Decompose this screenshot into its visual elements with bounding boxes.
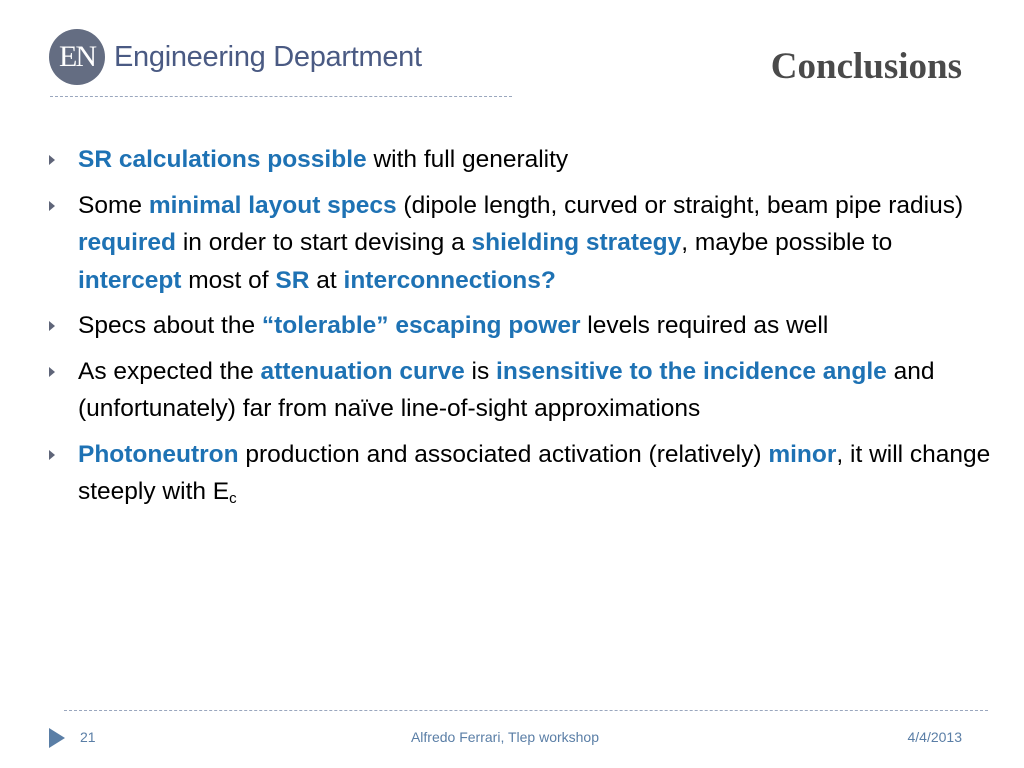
bullet-text: most of: [181, 266, 276, 294]
highlight-text: Photoneutron: [78, 440, 239, 468]
slide-title: Conclusions: [770, 46, 962, 87]
bullet-item: [46, 307, 996, 345]
page-number: 21: [80, 729, 96, 745]
bullet-item: [46, 436, 996, 511]
highlight-text: minor: [768, 440, 837, 468]
bullet-arrow-icon: [49, 321, 55, 331]
bullet-item: [46, 187, 996, 300]
header-divider: [50, 96, 512, 97]
highlight-text: insensitive to the incidence angle: [496, 357, 887, 385]
bullet-text: , maybe possible to: [681, 229, 893, 256]
logo: [49, 29, 422, 85]
highlight-text: shielding strategy: [471, 229, 682, 256]
footer-divider: [64, 710, 988, 711]
bullet-text: is: [464, 357, 497, 385]
bullet-text: production and associated activation (relatively): [238, 440, 769, 468]
highlight-text: minimal layout specs: [148, 191, 397, 219]
bullet-item: [46, 353, 996, 428]
highlight-text: attenuation curve: [260, 357, 465, 385]
highlight-text: interconnections?: [343, 266, 556, 294]
bullet-arrow-icon: [49, 155, 55, 165]
bullet-text: in order to start devising a: [176, 229, 472, 256]
bullet-arrow-icon: [49, 450, 55, 460]
department-name: Engineering Department: [114, 40, 422, 73]
bullet-list: [46, 141, 996, 519]
bullet-arrow-icon: [49, 367, 55, 377]
bullet-item: [46, 141, 996, 179]
footer-author: Alfredo Ferrari, Tlep workshop: [410, 729, 600, 745]
logo-mark: EN: [49, 29, 105, 85]
highlight-text: “tolerable” escaping power: [261, 312, 581, 339]
highlight-text: SR calculations possible: [78, 146, 367, 173]
bullet-text: levels required as well: [580, 312, 829, 339]
bullet-text: , it will change steeply with E: [78, 440, 991, 505]
bullet-text: at: [309, 266, 344, 294]
highlight-text: intercept: [78, 266, 182, 294]
bullet-text: Specs about the: [78, 312, 262, 339]
bullet-text: (dipole length, curved or straight, beam pipe radius): [396, 191, 964, 219]
bullet-text: c: [229, 490, 237, 507]
highlight-text: required: [78, 229, 177, 256]
bullet-text: Some: [78, 191, 149, 219]
footer-date: 4/4/2013: [907, 729, 962, 745]
bullet-arrow-icon: [49, 201, 55, 211]
bullet-text: and (unfortunately) far from naïve line-of-sight approximations: [78, 357, 935, 422]
bullet-text: with full generality: [366, 146, 569, 173]
bullet-text: As expected the: [78, 357, 261, 385]
highlight-text: SR: [275, 266, 310, 294]
